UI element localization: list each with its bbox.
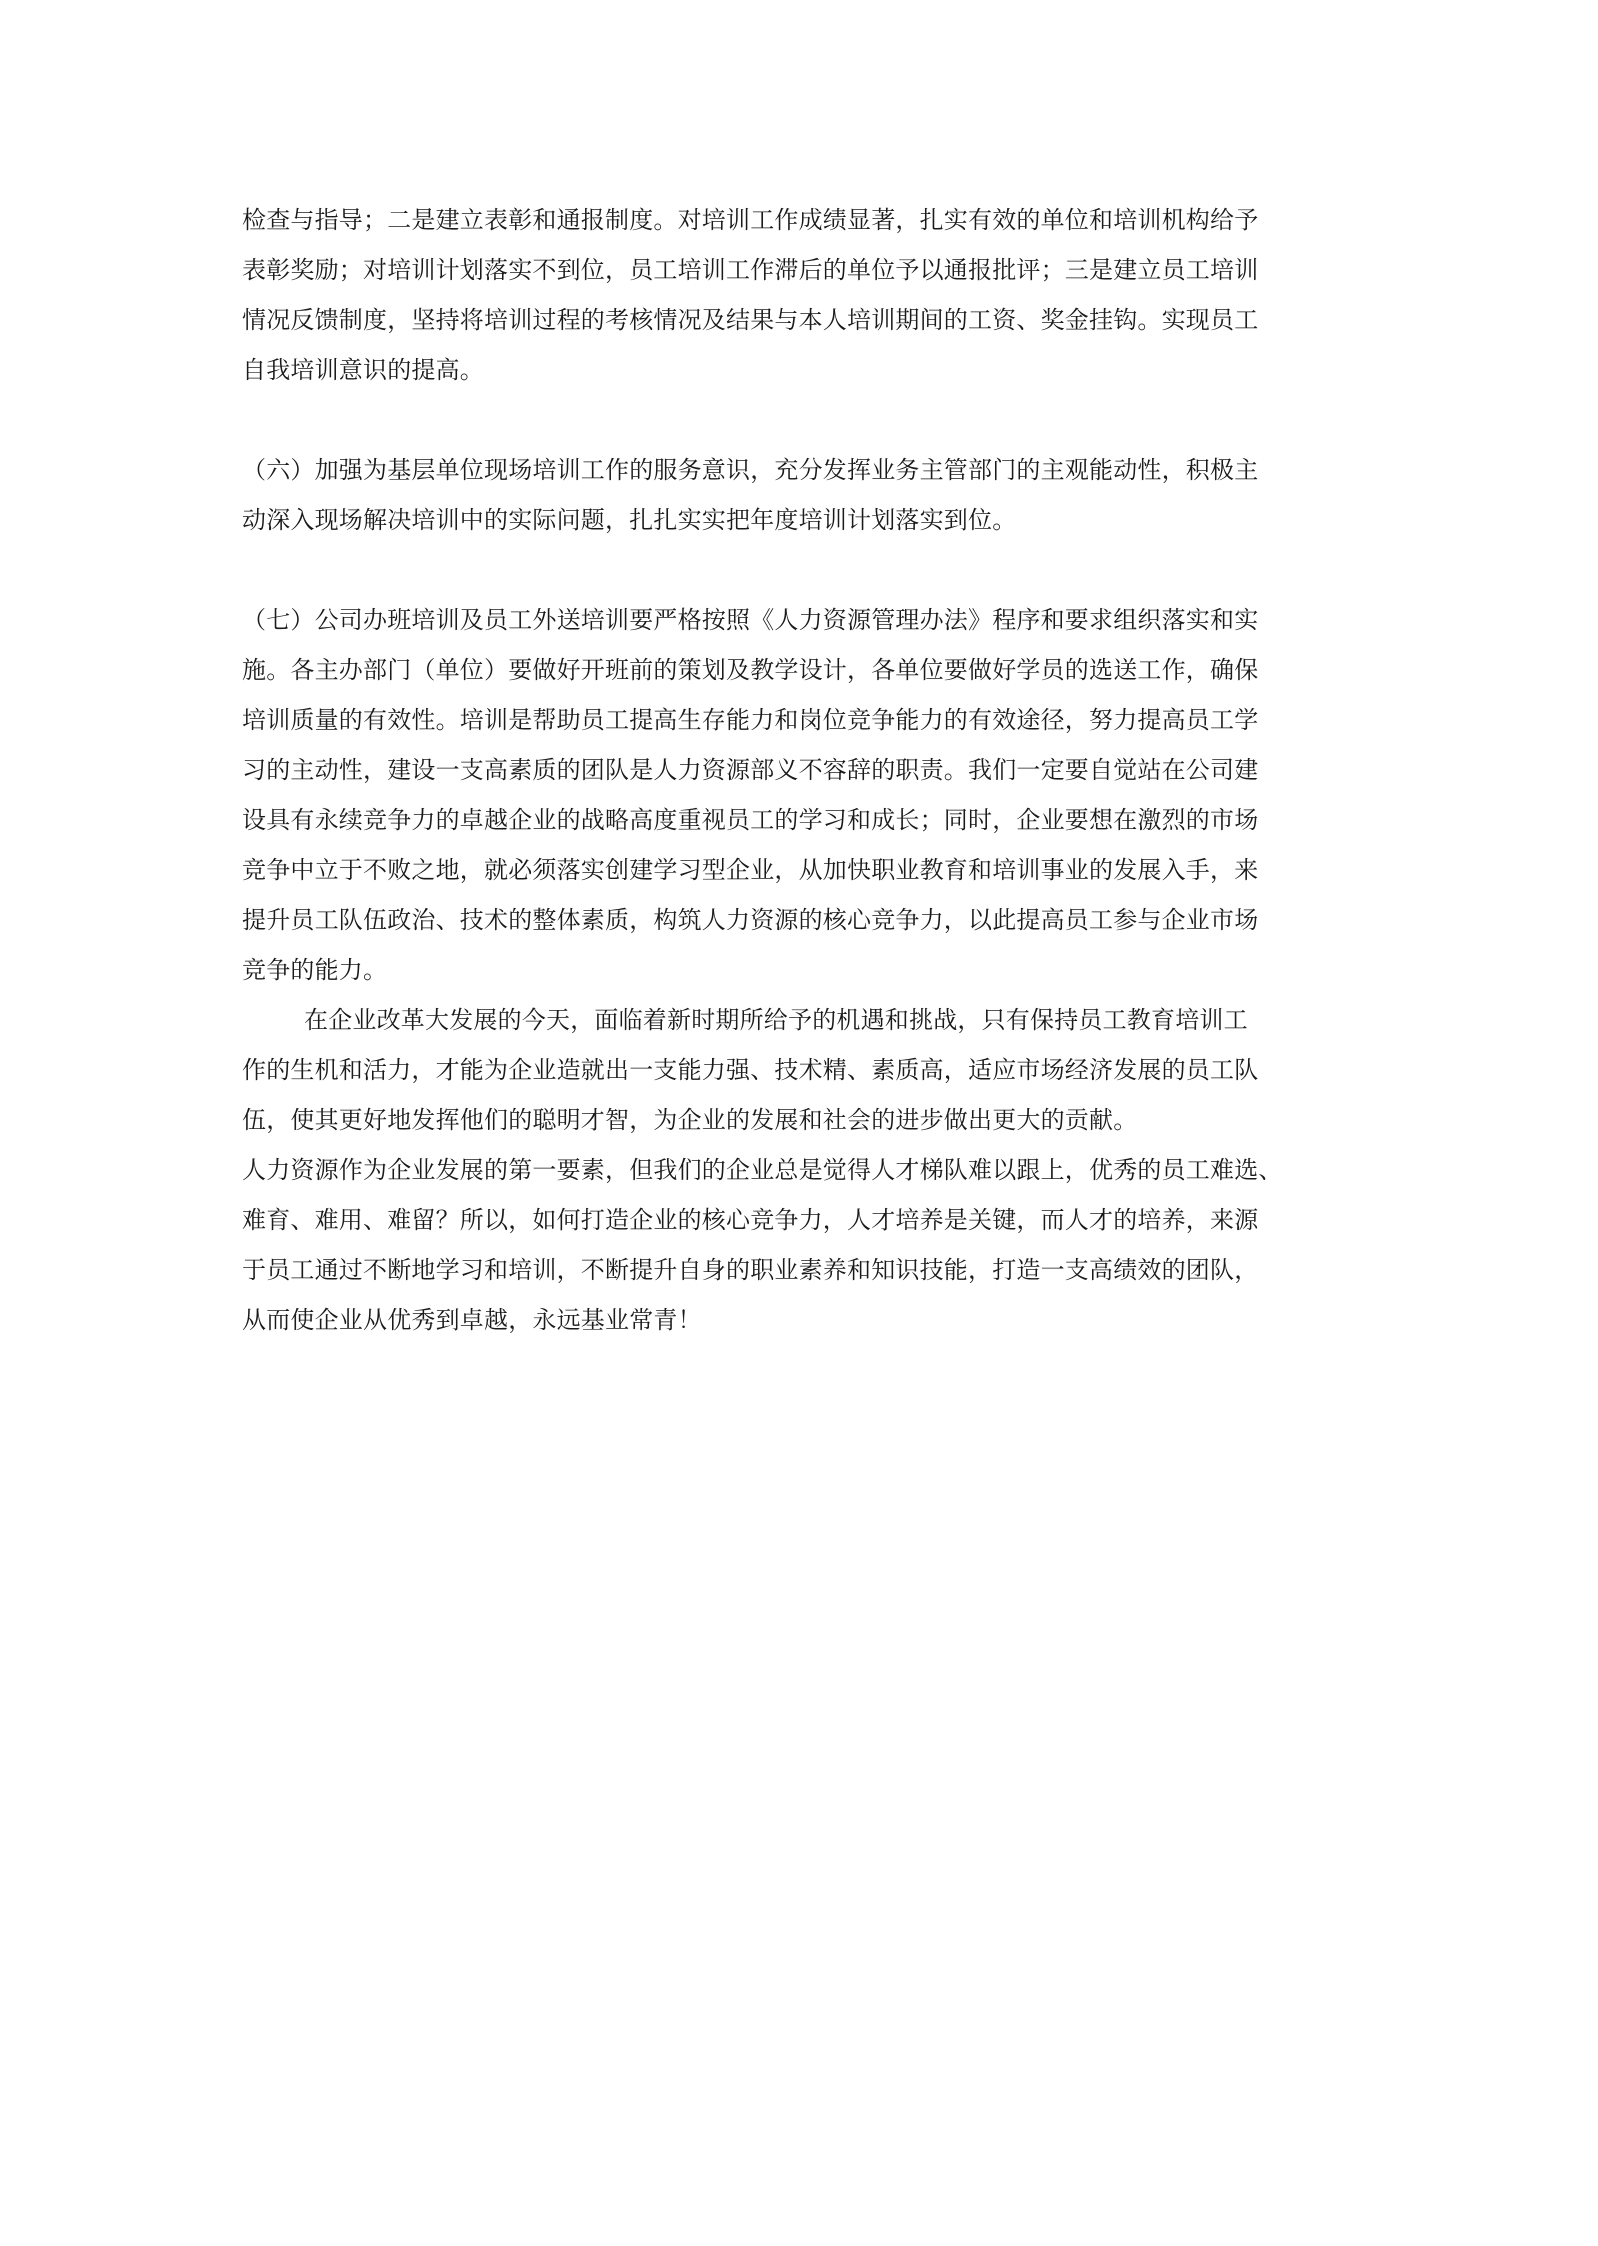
text-line: 培训质量的有效性。培训是帮助员工提高生存能力和岗位竞争能力的有效途径，努力提高员工学 <box>242 706 1259 734</box>
text-line: 竞争中立于不败之地，就必须落实创建学习型企业，从加快职业教育和培训事业的发展入手，来 <box>242 856 1259 884</box>
paragraph-six <box>242 445 1362 545</box>
text-line: 于员工通过不断地学习和培训，不断提升自身的职业素养和知识技能，打造一支高绩效的团队， <box>242 1256 1259 1284</box>
text-line: 难育、难用、难留？所以，如何打造企业的核心竞争力，人才培养是关键，而人才的培养，来源 <box>242 1206 1259 1234</box>
paragraph-spacer <box>242 545 1362 595</box>
text-line: 提升员工队伍政治、技术的整体素质，构筑人力资源的核心竞争力，以此提高员工参与企业市场 <box>242 906 1259 934</box>
paragraph-closing <box>242 1145 1362 1345</box>
paragraph-continuation <box>242 195 1362 395</box>
paragraph-spacer <box>242 395 1362 445</box>
text-line: 在企业改革大发展的今天，面临着新时期所给予的机遇和挑战，只有保持员工教育培训工 <box>304 1006 1248 1034</box>
text-line: 竞争的能力。 <box>242 956 388 984</box>
text-line: 人力资源作为企业发展的第一要素，但我们的企业总是觉得人才梯队难以跟上，优秀的员工难选、 <box>242 1156 1283 1184</box>
text-line: 动深入现场解决培训中的实际问题，扎扎实实把年度培训计划落实到位。 <box>242 506 1017 534</box>
text-line: 设具有永续竞争力的卓越企业的战略高度重视员工的学习和成长；同时，企业要想在激烈的市场 <box>242 806 1259 834</box>
paragraph-conclusion <box>242 995 1362 1145</box>
text-line: 习的主动性，建设一支高素质的团队是人力资源部义不容辞的职责。我们一定要自觉站在公司建 <box>242 756 1259 784</box>
text-line: （六）加强为基层单位现场培训工作的服务意识，充分发挥业务主管部门的主观能动性，积极主 <box>242 456 1259 484</box>
text-line: 检查与指导；二是建立表彰和通报制度。对培训工作成绩显著，扎实有效的单位和培训机构给予 <box>242 206 1259 234</box>
paragraph-seven <box>242 595 1362 995</box>
text-line: （七）公司办班培训及员工外送培训要严格按照《人力资源管理办法》程序和要求组织落实和实 <box>242 606 1259 634</box>
text-line: 情况反馈制度，坚持将培训过程的考核情况及结果与本人培训期间的工资、奖金挂钩。实现员工 <box>242 306 1259 334</box>
text-line: 施。各主办部门（单位）要做好开班前的策划及教学设计，各单位要做好学员的选送工作，确保 <box>242 656 1259 684</box>
text-line: 表彰奖励；对培训计划落实不到位，员工培训工作滞后的单位予以通报批评；三是建立员工培训 <box>242 256 1259 284</box>
document-body <box>242 195 1362 1345</box>
text-line: 伍，使其更好地发挥他们的聪明才智，为企业的发展和社会的进步做出更大的贡献。 <box>242 1106 1138 1134</box>
text-line: 从而使企业从优秀到卓越，永远基业常青！ <box>242 1306 702 1334</box>
text-line: 自我培训意识的提高。 <box>242 356 484 384</box>
text-line: 作的生机和活力，才能为企业造就出一支能力强、技术精、素质高，适应市场经济发展的员工队 <box>242 1056 1259 1084</box>
